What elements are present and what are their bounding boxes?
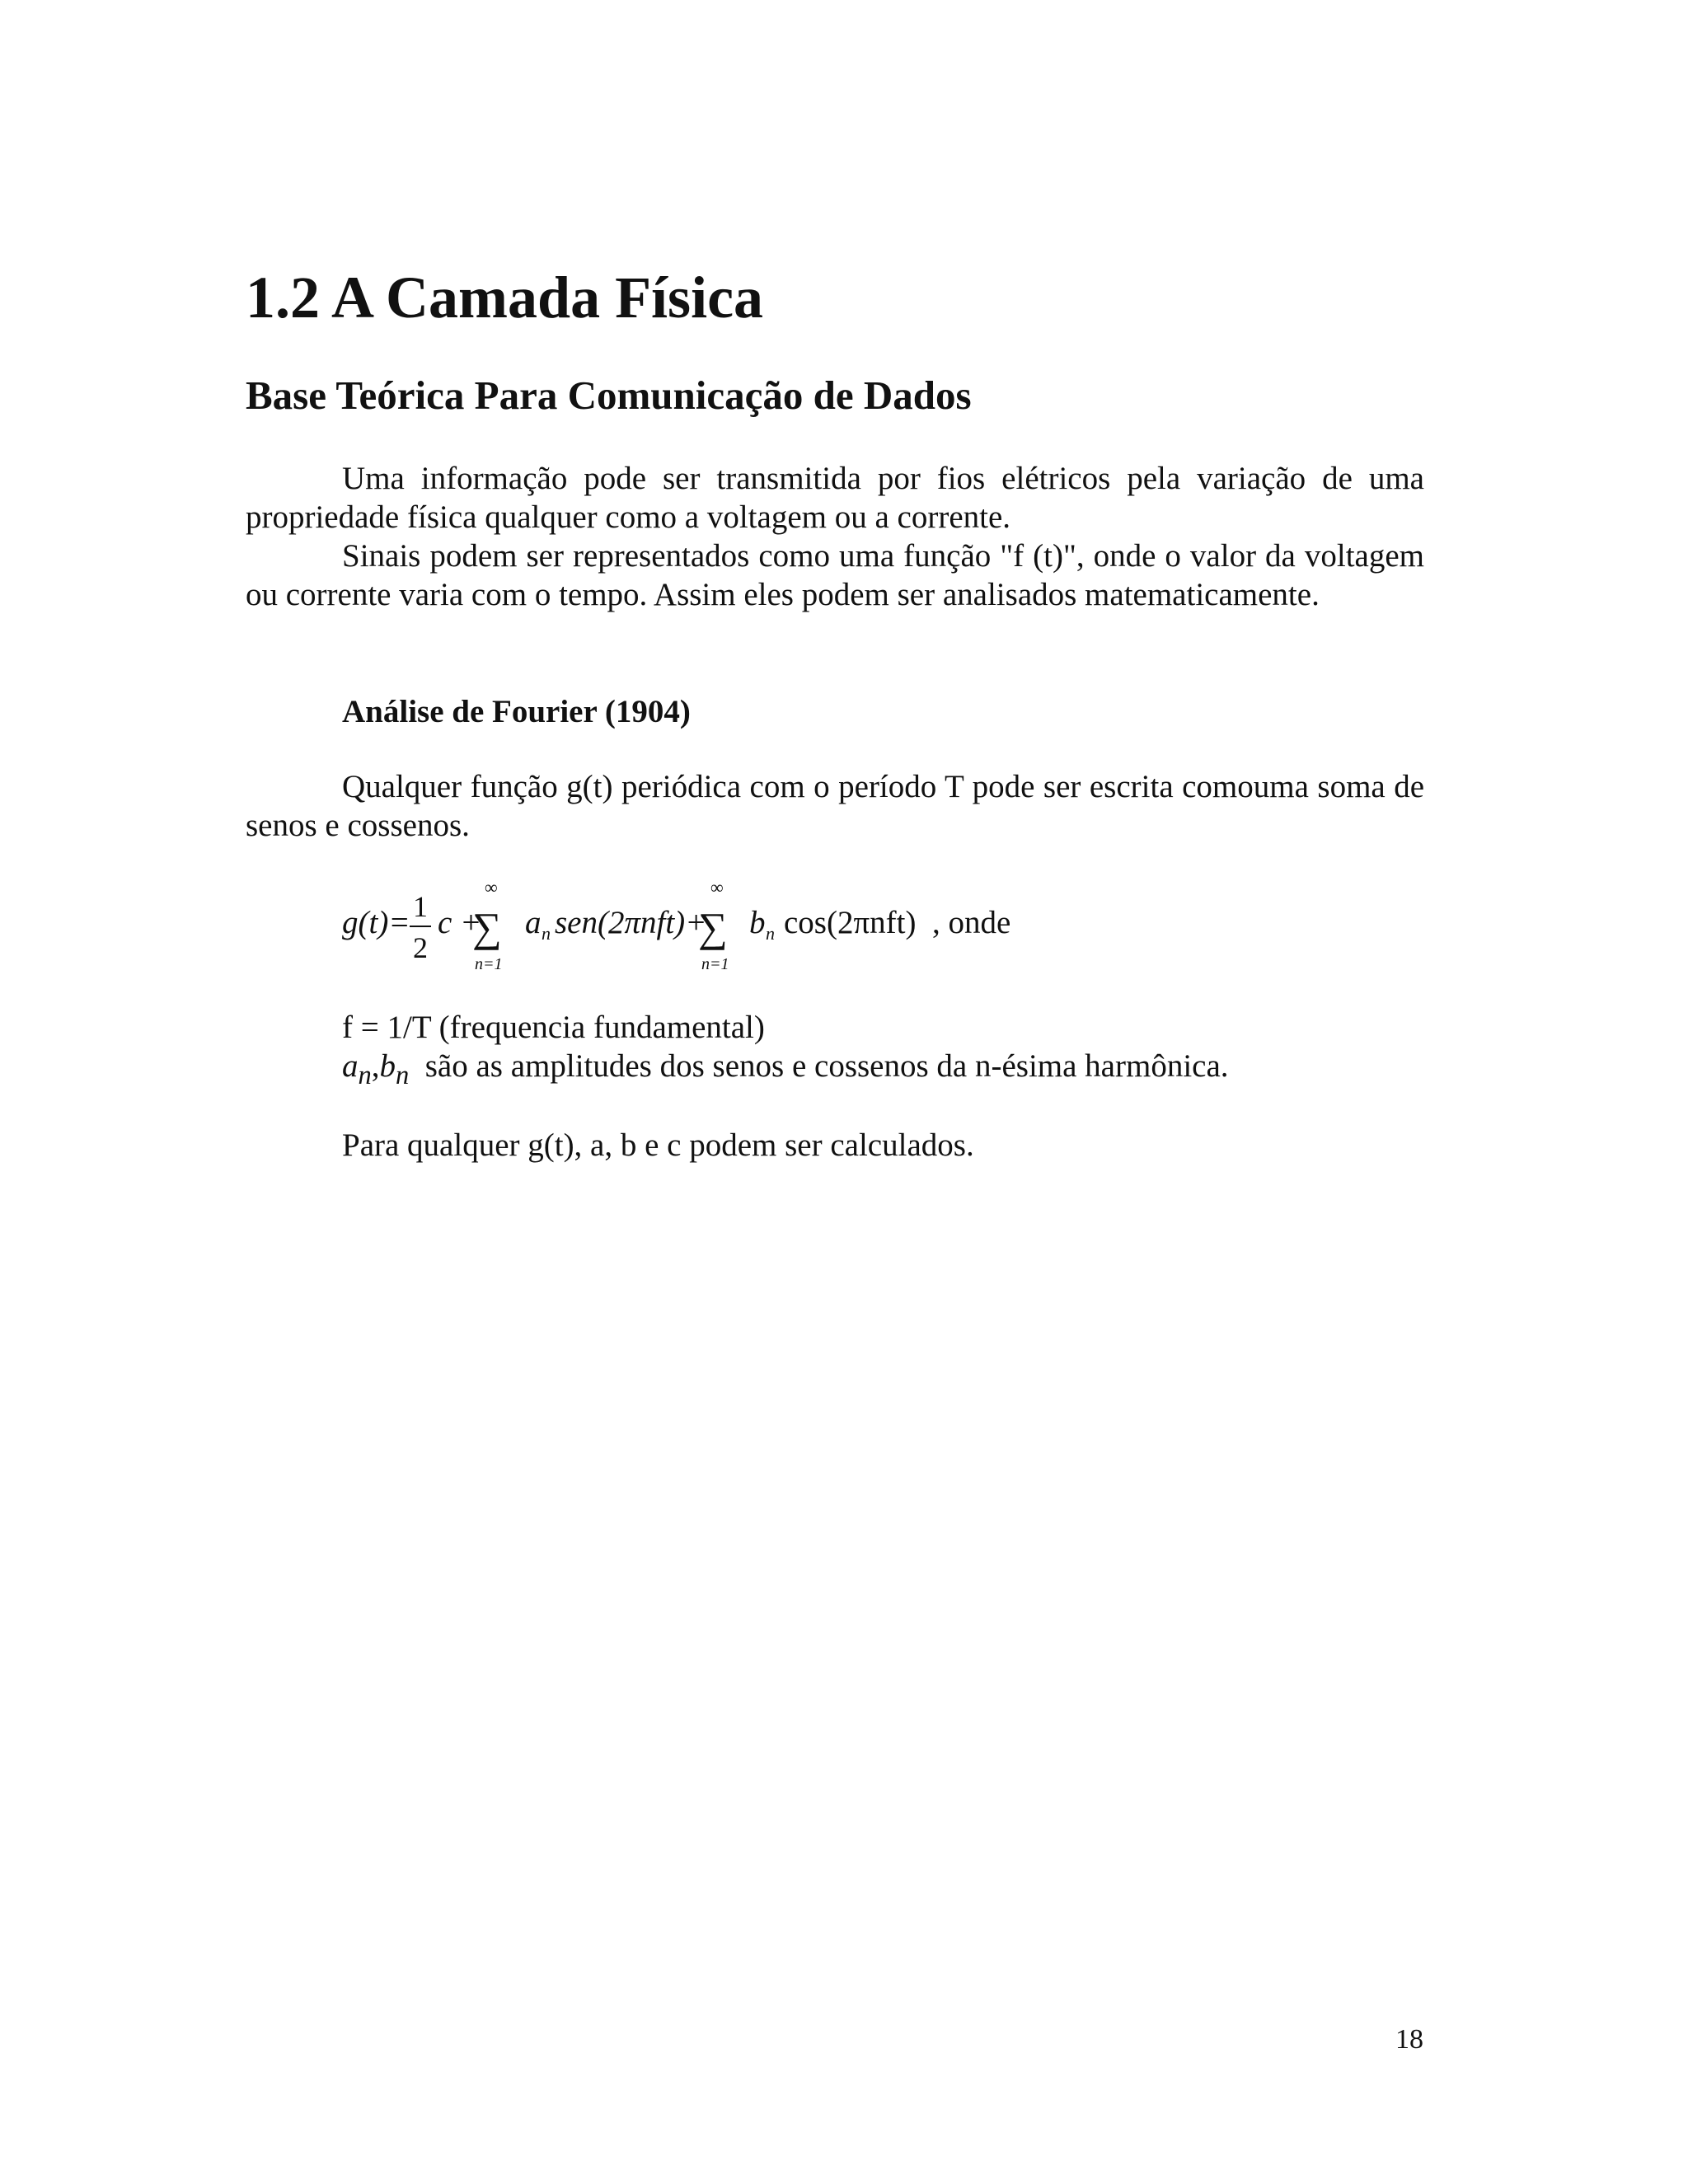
amp-a-sub: n	[358, 1060, 372, 1090]
fourier-heading: Análise de Fourier (1904)	[342, 694, 691, 729]
subtitle: Base Teórica Para Comunicação de Dados	[246, 373, 972, 418]
paragraph-2: Sinais podem ser representados como uma função "f (t)", onde o valor da voltagem ou corrente varia com o tempo. Assim eles podem ser analisados matematicamente.	[246, 538, 1424, 612]
formula-c-term: c +	[438, 905, 482, 940]
amp-comma: ,	[371, 1048, 380, 1084]
formula-a-sub: n	[542, 923, 551, 944]
formula-lhs: g(t)=	[342, 905, 410, 940]
amplitudes-line	[342, 1047, 1229, 1095]
sum2-lower: n=1	[701, 955, 729, 973]
amp-b-sub: n	[396, 1060, 410, 1090]
sum2-sigma: ∑	[698, 904, 728, 950]
frequency-line: f = 1/T (frequencia fundamental)	[342, 1010, 765, 1045]
formula-b-var: b	[749, 905, 766, 940]
section-title: 1.2 A Camada Física	[246, 265, 764, 330]
formula-suffix: , onde	[932, 905, 1011, 940]
formula-sen-term: sen(2πnft)+	[555, 905, 707, 940]
amp-text: são as amplitudes dos senos e cossenos da n-ésima harmônica.	[424, 1048, 1229, 1084]
paragraph-block-1	[246, 459, 1424, 537]
sum1-sigma: ∑	[472, 904, 502, 950]
paragraph-block-2	[246, 537, 1424, 614]
formula-frac-den: 2	[413, 931, 428, 964]
formula-a-var: a	[525, 905, 542, 940]
paragraph-block-3	[246, 767, 1424, 845]
fourier-formula	[342, 883, 1166, 974]
amp-b: b	[379, 1048, 396, 1084]
calculation-line: Para qualquer g(t), a, b e c podem ser calculados.	[342, 1127, 974, 1163]
formula-frac-num: 1	[413, 890, 428, 923]
page-number: 18	[1395, 2024, 1423, 2055]
sum2-upper: ∞	[710, 883, 724, 898]
sum1-upper: ∞	[485, 883, 498, 898]
paragraph-3: Qualquer função g(t) periódica com o período T pode ser escrita comouma soma de senos e cossenos.	[246, 769, 1424, 843]
formula-cos-term: cos(2πnft)	[784, 905, 917, 940]
sum1-lower: n=1	[475, 955, 503, 973]
formula-b-sub: n	[766, 923, 775, 944]
amp-a: a	[342, 1048, 359, 1084]
paragraph-1: Uma informação pode ser transmitida por fios elétricos pela variação de uma propriedade física qualquer como a voltagem ou a corrente.	[246, 461, 1424, 535]
